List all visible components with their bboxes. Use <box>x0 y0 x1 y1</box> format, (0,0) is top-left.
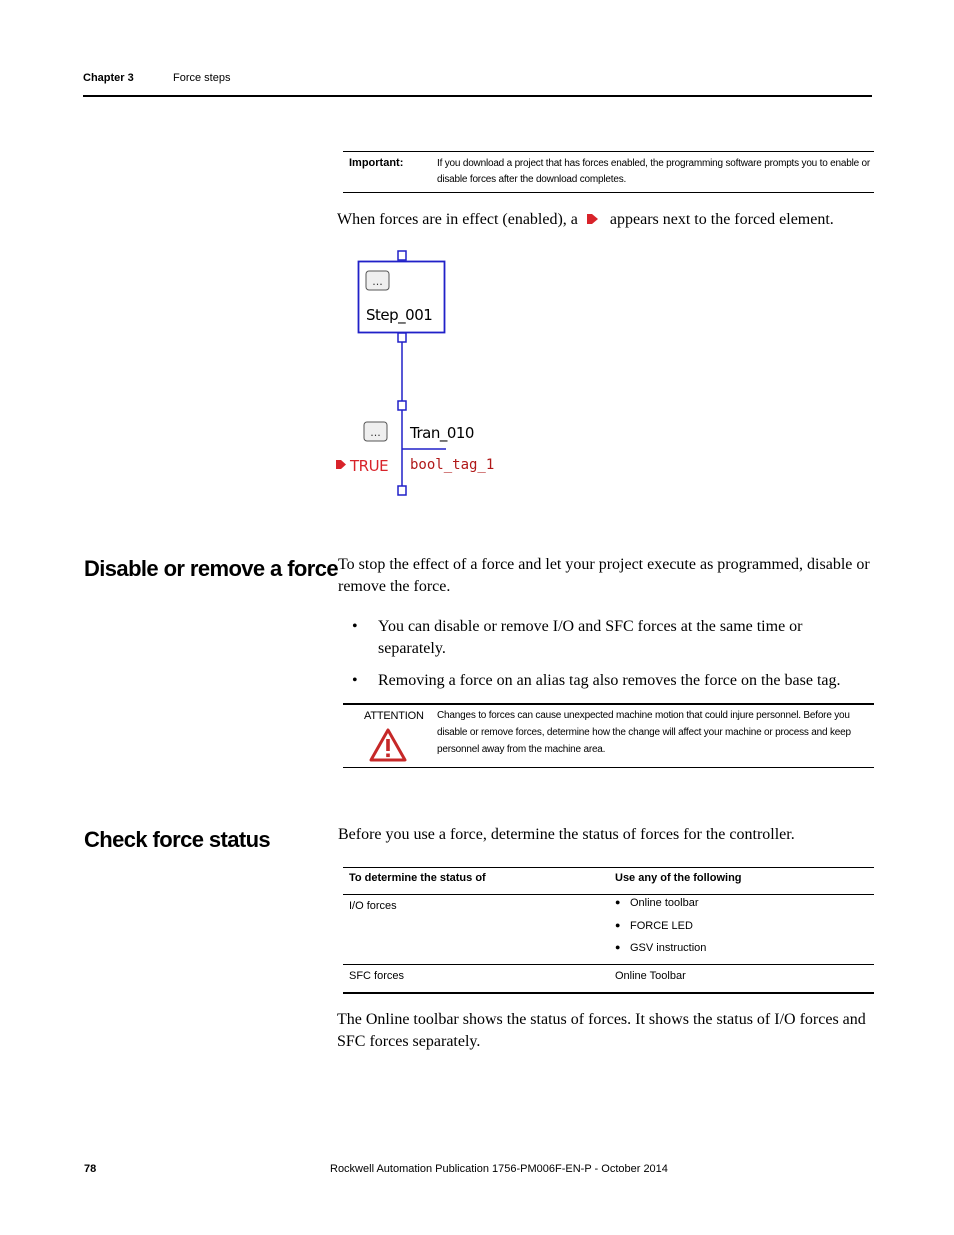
table-header-status: To determine the status of <box>349 872 486 884</box>
list-item <box>615 897 865 920</box>
attention-text: Changes to forces can cause unexpected machine motion that could injure personnel. Before you disable or remove forces, determine how the change will affect your machine or process and keep personnel away from the machine area. <box>437 710 851 755</box>
list-item <box>352 670 852 692</box>
bullet-text: You can disable or remove I/O and SFC forces at the same time or separately. <box>378 618 803 657</box>
step-element <box>359 251 445 342</box>
force-indicator-icon <box>586 213 602 225</box>
online-toolbar-paragraph: The Online toolbar shows the status of forces. It shows the status of I/O forces and SFC forces separately. <box>337 1011 866 1050</box>
step-bottom-connector <box>398 333 406 342</box>
list-item <box>615 942 865 965</box>
step-top-connector <box>398 251 406 260</box>
step-name: Step_001 <box>366 306 433 324</box>
list-item <box>352 616 852 660</box>
table-cell-methods: Online Toolbar <box>615 970 686 982</box>
warning-triangle-icon <box>369 728 407 762</box>
forces-paragraph <box>337 209 834 231</box>
transition-top-connector <box>398 401 406 410</box>
tag-name: bool_tag_1 <box>410 457 495 473</box>
method-text: Online toolbar <box>630 897 699 909</box>
sfc-diagram <box>330 246 530 501</box>
bullet-dot: ● <box>615 897 621 907</box>
page-number: 78 <box>84 1163 97 1175</box>
bullet-dot: ● <box>615 942 621 952</box>
force-indicator-icon <box>336 460 341 469</box>
table-cell-item: SFC forces <box>349 970 405 982</box>
forces-text-before: When forces are in effect (enabled), a <box>337 211 578 228</box>
true-label: TRUE <box>350 457 389 475</box>
status-table <box>343 867 874 994</box>
table-header-methods: Use any of the following <box>615 872 742 884</box>
check-intro: Before you use a force, determine the status of forces for the controller. <box>338 826 795 843</box>
bullet-dot: • <box>352 672 358 689</box>
list-item <box>615 920 865 943</box>
forces-text-after: appears next to the forced element. <box>609 211 834 228</box>
chapter-label: Chapter 3 <box>83 72 134 84</box>
transition-name: Tran_010 <box>410 424 474 442</box>
method-text: GSV instruction <box>630 942 707 954</box>
heading-check-force-status: Check force status <box>84 827 271 852</box>
header-rule <box>83 95 872 97</box>
important-note <box>343 151 874 193</box>
disable-intro: To stop the effect of a force and let your project execute as programmed, disable or remove the force. <box>338 556 870 595</box>
table-cell-methods <box>615 897 865 965</box>
publication-info: Rockwell Automation Publication 1756-PM006F-EN-P - October 2014 <box>330 1163 668 1175</box>
table-header-rule <box>343 894 874 895</box>
heading-disable-force: Disable or remove a force <box>84 556 339 581</box>
important-text: If you download a project that has forces enabled, the programming software prompts you to enable or disable forces after the download completes. <box>437 158 871 185</box>
bullet-dot: ● <box>615 919 621 930</box>
attention-label: ATTENTION <box>364 710 424 722</box>
method-text: FORCE LED <box>630 919 693 932</box>
bullet-dot: • <box>352 618 358 635</box>
attention-note <box>343 703 874 768</box>
important-label: Important: <box>349 157 404 169</box>
transition-button-label: ... <box>370 426 381 439</box>
bullet-text: Removing a force on an alias tag also removes the force on the base tag. <box>378 672 841 689</box>
step-button-label: ... <box>372 275 383 288</box>
force-indicator-arrow <box>341 460 346 469</box>
table-cell-item: I/O forces <box>349 900 397 912</box>
table-row-rule <box>343 964 874 965</box>
transition-bottom-connector <box>398 486 406 495</box>
section-label: Force steps <box>173 72 231 84</box>
transition-element <box>336 401 494 495</box>
